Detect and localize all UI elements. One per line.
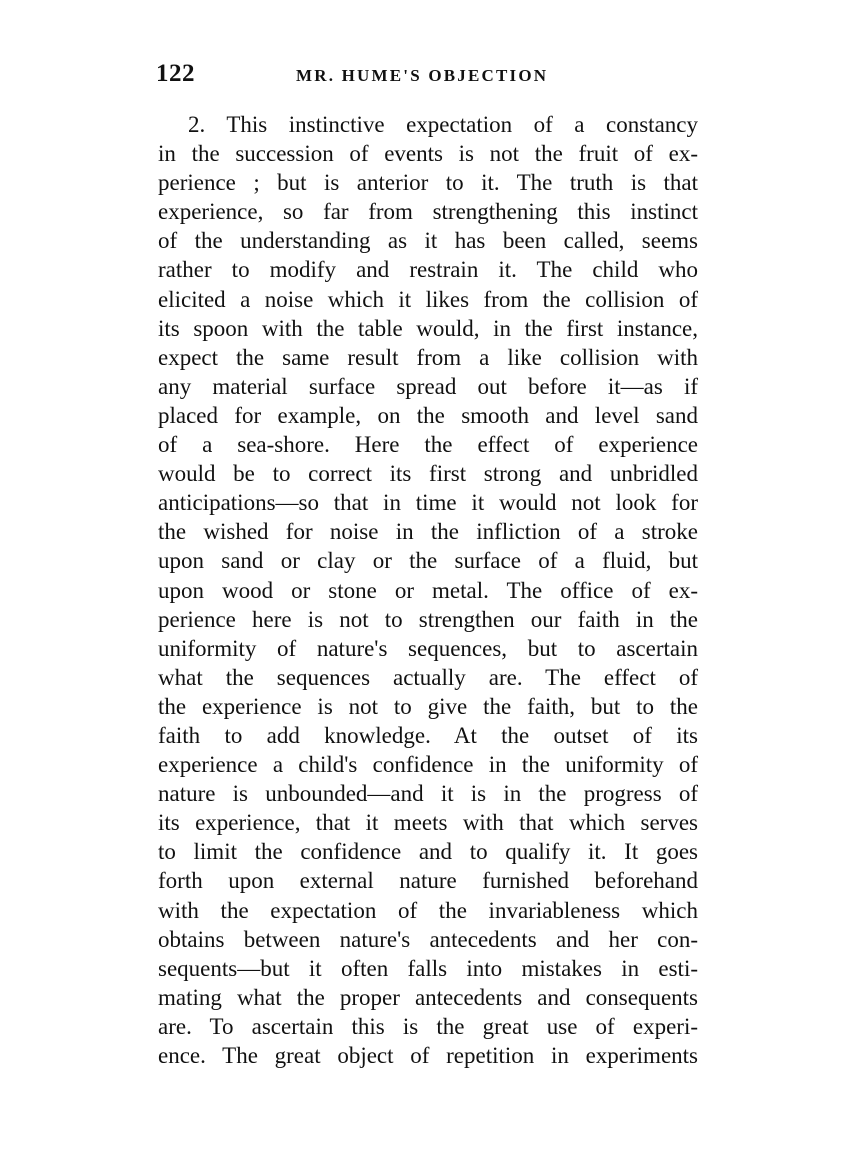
text-line: of the understanding as it has been called, seems	[158, 228, 698, 254]
running-title: MR. HUME'S OBJECTION	[296, 66, 549, 85]
text-line: upon wood or stone or metal. The office of ex-	[158, 577, 698, 603]
text-line: nature is unbounded—and it is in the progress of	[158, 781, 698, 807]
text-line: any material surface spread out before it—as if	[158, 373, 698, 399]
text-line: the experience is not to give the faith, but to the	[158, 693, 698, 719]
text-line: elicited a noise which it likes from the collision of	[158, 286, 698, 312]
text-line: anticipations—so that in time it would not look for	[158, 490, 698, 516]
text-line: obtains between nature's antecedents and her con-	[158, 926, 698, 952]
text-line: perience ; but is anterior to it. The truth is that	[158, 170, 698, 196]
text-line: of a sea-shore. Here the effect of experience	[158, 432, 698, 458]
text-line: sequents—but it often falls into mistakes in esti-	[158, 955, 698, 981]
text-line: 2. This instinctive expectation of a constancy	[188, 112, 698, 137]
text-line: faith to add knowledge. At the outset of its	[158, 722, 698, 748]
text-line: the wished for noise in the infliction of a stroke	[158, 519, 698, 545]
body-paragraph	[158, 110, 698, 1070]
text-line: would be to correct its first strong and unbridled	[158, 461, 698, 487]
text-line: mating what the proper antecedents and consequents	[158, 984, 698, 1010]
text-line: experience, so far from strengthening this instinct	[158, 199, 698, 225]
text-line: placed for example, on the smooth and level sand	[158, 402, 698, 428]
text-line: rather to modify and restrain it. The child who	[158, 257, 698, 283]
text-line: experience a child's confidence in the uniformity of	[158, 752, 698, 778]
text-line: to limit the confidence and to qualify it. It goes	[158, 839, 698, 865]
text-line: expect the same result from a like collision with	[158, 344, 698, 370]
text-line: what the sequences actually are. The effect of	[158, 664, 698, 690]
text-line: forth upon external nature furnished beforehand	[158, 868, 698, 894]
text-line: its spoon with the table would, in the first instance,	[158, 315, 698, 341]
text-line: in the succession of events is not the fruit of ex-	[158, 141, 698, 167]
text-line: perience here is not to strengthen our faith in the	[158, 606, 698, 632]
text-line: are. To ascertain this is the great use of experi-	[158, 1013, 698, 1039]
text-line: with the expectation of the invariableness which	[158, 897, 698, 923]
page-number: 122	[156, 60, 195, 87]
text-line: ence. The great object of repetition in experiments	[158, 1043, 698, 1068]
text-line: upon sand or clay or the surface of a fluid, but	[158, 548, 698, 574]
text-line: uniformity of nature's sequences, but to ascertain	[158, 635, 698, 661]
text-line: its experience, that it meets with that which serves	[158, 810, 698, 836]
running-head	[156, 60, 696, 90]
